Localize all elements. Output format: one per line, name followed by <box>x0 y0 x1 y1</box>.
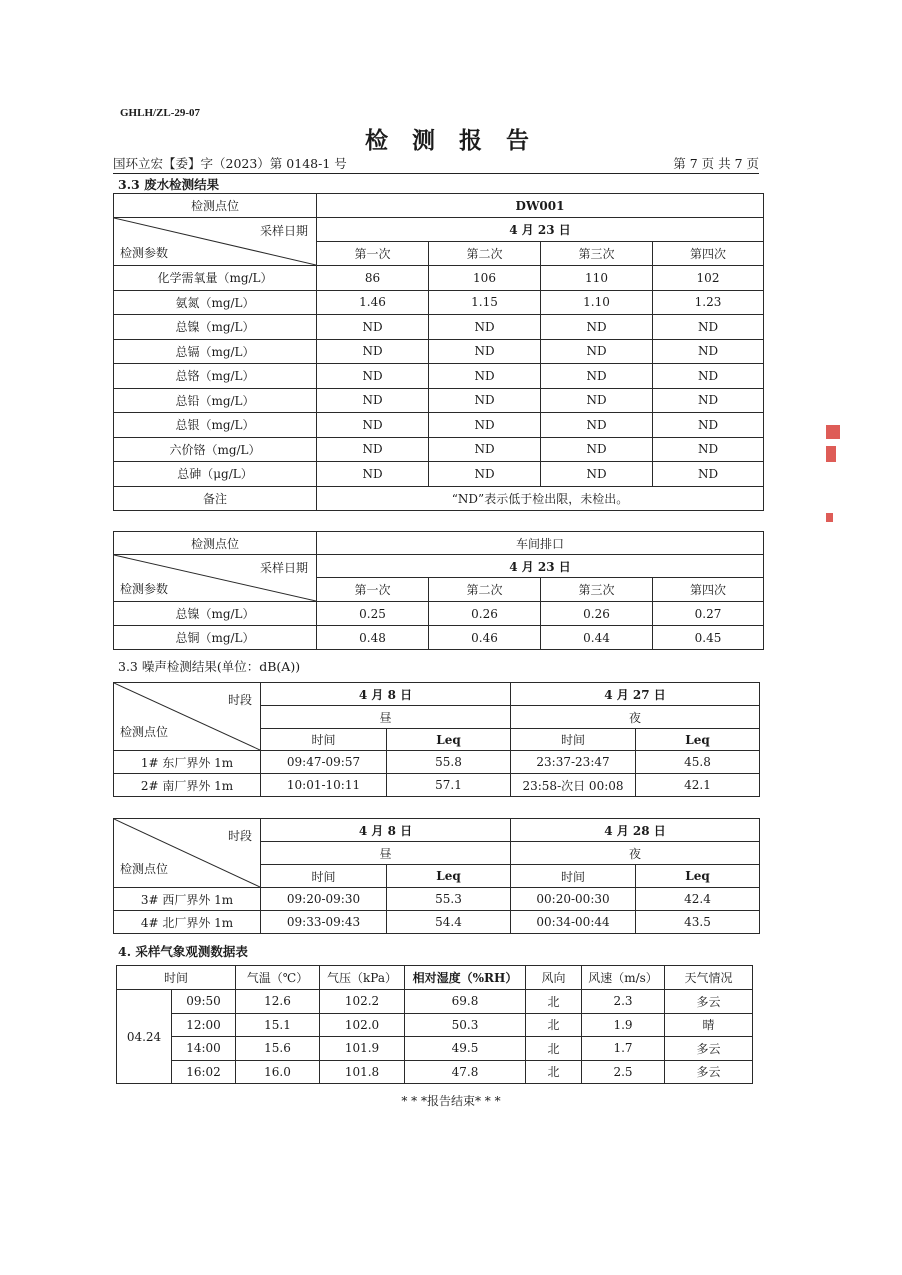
value-cell: ND <box>653 413 764 438</box>
point-label: 检测点位 <box>120 862 169 876</box>
weather-header: 相对湿度（%RH） <box>405 966 526 990</box>
value-cell: ND <box>429 339 541 364</box>
weather-wind-dir: 北 <box>526 1037 582 1061</box>
weather-condition: 多云 <box>665 1060 753 1084</box>
weather-wind-speed: 2.5 <box>582 1060 665 1084</box>
value-cell: ND <box>653 462 764 487</box>
point-label: 检测点位 <box>120 725 169 739</box>
value-cell: ND <box>653 339 764 364</box>
weather-time: 16:02 <box>172 1060 236 1084</box>
period-label: 时段 <box>227 829 252 843</box>
weather-table <box>116 965 753 1084</box>
value-cell: ND <box>541 315 653 340</box>
value-cell: 0.26 <box>541 602 653 626</box>
table-row <box>114 751 760 774</box>
param-name: 总银（mg/L） <box>114 413 317 438</box>
remark-text: “ND”表示低于检出限，未检出。 <box>317 486 764 511</box>
value-cell: 1.15 <box>429 290 541 315</box>
table-row <box>117 1060 753 1084</box>
leq-header: Leq <box>387 729 511 751</box>
diagonal-header-cell <box>114 555 317 602</box>
report-end-marker: * * *报告结束* * * <box>401 1094 501 1108</box>
weather-header: 气压（kPa） <box>320 966 405 990</box>
night-date-cell: 4 月 27 日 <box>511 683 760 706</box>
time-header: 时间 <box>261 729 387 751</box>
weather-condition: 多云 <box>665 990 753 1014</box>
day-label: 昼 <box>261 842 511 865</box>
param-name: 六价铬（mg/L） <box>114 437 317 462</box>
day-time: 09:47-09:57 <box>261 751 387 774</box>
run-header: 第一次 <box>317 242 429 266</box>
day-time: 09:20-09:30 <box>261 888 387 911</box>
diagonal-header-cell <box>114 683 261 751</box>
weather-temp: 12.6 <box>236 990 320 1014</box>
value-cell: 0.26 <box>429 602 541 626</box>
weather-header: 时间 <box>117 966 236 990</box>
param-name: 总铅（mg/L） <box>114 388 317 413</box>
param-name: 总铜（mg/L） <box>114 626 317 650</box>
table-row <box>114 437 764 462</box>
value-cell: ND <box>429 462 541 487</box>
table-row <box>117 1013 753 1037</box>
night-time: 00:34-00:44 <box>511 911 636 934</box>
value-cell: ND <box>317 462 429 487</box>
run-header: 第四次 <box>653 242 764 266</box>
table-row <box>114 388 764 413</box>
night-label: 夜 <box>511 842 760 865</box>
remark-row <box>114 486 764 511</box>
weather-header: 天气情况 <box>665 966 753 990</box>
weather-humidity: 50.3 <box>405 1013 526 1037</box>
value-cell: 0.44 <box>541 626 653 650</box>
value-cell: ND <box>541 437 653 462</box>
value-cell: 1.23 <box>653 290 764 315</box>
day-leq: 55.8 <box>387 751 511 774</box>
day-date-cell: 4 月 8 日 <box>261 819 511 842</box>
weather-time: 12:00 <box>172 1013 236 1037</box>
value-cell: ND <box>653 388 764 413</box>
table-row <box>114 364 764 389</box>
table-row <box>114 774 760 797</box>
weather-header: 风向 <box>526 966 582 990</box>
table-row <box>114 602 764 626</box>
table-row <box>114 266 764 291</box>
table-row <box>117 1037 753 1061</box>
noise-point: 1# 东厂界外 1m <box>114 751 261 774</box>
noise-point: 4# 北厂界外 1m <box>114 911 261 934</box>
point-value-cell: 车间排口 <box>317 532 764 555</box>
day-leq: 54.4 <box>387 911 511 934</box>
table-row <box>114 462 764 487</box>
value-cell: 102 <box>653 266 764 291</box>
value-cell: ND <box>317 315 429 340</box>
table-row <box>114 413 764 438</box>
weather-temp: 15.6 <box>236 1037 320 1061</box>
noise-table-1 <box>113 682 760 797</box>
table-row <box>117 990 753 1014</box>
wastewater-section-title: 3.3 废水检测结果 <box>118 177 220 192</box>
value-cell: ND <box>429 413 541 438</box>
noise-point: 2# 南厂界外 1m <box>114 774 261 797</box>
sampling-date-label: 采样日期 <box>259 224 308 238</box>
day-time: 10:01-10:11 <box>261 774 387 797</box>
param-name: 氨氮（mg/L） <box>114 290 317 315</box>
param-name: 总铬（mg/L） <box>114 364 317 389</box>
weather-wind-dir: 北 <box>526 1013 582 1037</box>
weather-humidity: 69.8 <box>405 990 526 1014</box>
time-header: 时间 <box>511 729 636 751</box>
seal-fragment <box>826 446 836 462</box>
weather-wind-speed: 1.7 <box>582 1037 665 1061</box>
param-name: 化学需氧量（mg/L） <box>114 266 317 291</box>
value-cell: 86 <box>317 266 429 291</box>
time-header: 时间 <box>511 865 636 888</box>
weather-condition: 晴 <box>665 1013 753 1037</box>
value-cell: 1.10 <box>541 290 653 315</box>
workshop-outlet-table <box>113 531 764 650</box>
weather-temp: 15.1 <box>236 1013 320 1037</box>
value-cell: 0.48 <box>317 626 429 650</box>
value-cell: 0.25 <box>317 602 429 626</box>
value-cell: ND <box>541 413 653 438</box>
value-cell: ND <box>541 339 653 364</box>
noise-section-title: 3.3 噪声检测结果(单位：dB(A)) <box>118 659 301 674</box>
night-leq: 42.1 <box>636 774 760 797</box>
table-row <box>114 626 764 650</box>
value-cell: 1.46 <box>317 290 429 315</box>
weather-wind-dir: 北 <box>526 990 582 1014</box>
value-cell: ND <box>541 388 653 413</box>
weather-wind-dir: 北 <box>526 1060 582 1084</box>
value-cell: ND <box>653 364 764 389</box>
value-cell: 0.45 <box>653 626 764 650</box>
value-cell: 0.46 <box>429 626 541 650</box>
weather-pressure: 101.9 <box>320 1037 405 1061</box>
night-time: 23:58-次日 00:08 <box>511 774 636 797</box>
weather-time: 14:00 <box>172 1037 236 1061</box>
document-code: GHLH/ZL-29-07 <box>120 107 201 119</box>
table-row <box>114 290 764 315</box>
point-label-cell: 检测点位 <box>114 532 317 555</box>
report-title: 检 测 报 告 <box>364 127 538 154</box>
weather-section-title: 4. 采样气象观测数据表 <box>118 944 248 959</box>
value-cell: ND <box>429 315 541 340</box>
weather-pressure: 102.0 <box>320 1013 405 1037</box>
run-header: 第四次 <box>653 578 764 602</box>
noise-table-2 <box>113 818 760 934</box>
table-row <box>114 911 760 934</box>
page-info: 第 7 页 共 7 页 <box>673 156 759 171</box>
table-row <box>114 315 764 340</box>
remark-label: 备注 <box>114 486 317 511</box>
run-header: 第二次 <box>429 578 541 602</box>
point-label-cell: 检测点位 <box>114 194 317 218</box>
period-label: 时段 <box>227 693 252 707</box>
day-date-cell: 4 月 8 日 <box>261 683 511 706</box>
seal-fragment <box>826 513 833 522</box>
wastewater-table <box>113 193 764 511</box>
night-leq: 42.4 <box>636 888 760 911</box>
leq-header: Leq <box>636 865 760 888</box>
weather-humidity: 47.8 <box>405 1060 526 1084</box>
leq-header: Leq <box>387 865 511 888</box>
value-cell: ND <box>317 388 429 413</box>
weather-wind-speed: 1.9 <box>582 1013 665 1037</box>
night-label: 夜 <box>511 706 760 729</box>
sampling-date-cell: 4 月 23 日 <box>317 218 764 242</box>
sampling-date-label: 采样日期 <box>259 561 308 575</box>
table-row <box>114 339 764 364</box>
param-label: 检测参数 <box>120 582 169 596</box>
noise-point: 3# 西厂界外 1m <box>114 888 261 911</box>
value-cell: ND <box>653 315 764 340</box>
night-leq: 45.8 <box>636 751 760 774</box>
time-header: 时间 <box>261 865 387 888</box>
weather-wind-speed: 2.3 <box>582 990 665 1014</box>
night-date-cell: 4 月 28 日 <box>511 819 760 842</box>
value-cell: ND <box>429 437 541 462</box>
table-row <box>114 888 760 911</box>
value-cell: 110 <box>541 266 653 291</box>
value-cell: ND <box>541 462 653 487</box>
run-header: 第二次 <box>429 242 541 266</box>
diagonal-header-cell <box>114 819 261 888</box>
day-time: 09:33-09:43 <box>261 911 387 934</box>
value-cell: ND <box>429 364 541 389</box>
weather-time: 09:50 <box>172 990 236 1014</box>
run-header: 第三次 <box>541 578 653 602</box>
report-number: 国环立宏【委】字（2023）第 0148-1 号 <box>113 156 347 171</box>
weather-header: 风速（m/s） <box>582 966 665 990</box>
weather-humidity: 49.5 <box>405 1037 526 1061</box>
day-leq: 55.3 <box>387 888 511 911</box>
value-cell: ND <box>541 364 653 389</box>
day-leq: 57.1 <box>387 774 511 797</box>
weather-condition: 多云 <box>665 1037 753 1061</box>
weather-header: 气温（℃） <box>236 966 320 990</box>
value-cell: ND <box>429 388 541 413</box>
weather-date: 04.24 <box>117 990 172 1084</box>
sampling-date-cell: 4 月 23 日 <box>317 555 764 578</box>
value-cell: ND <box>653 437 764 462</box>
value-cell: ND <box>317 339 429 364</box>
value-cell: 0.27 <box>653 602 764 626</box>
param-name: 总镍（mg/L） <box>114 315 317 340</box>
seal-fragment <box>826 425 840 439</box>
weather-pressure: 102.2 <box>320 990 405 1014</box>
param-name: 总镉（mg/L） <box>114 339 317 364</box>
param-label: 检测参数 <box>120 246 169 260</box>
value-cell: 106 <box>429 266 541 291</box>
run-header: 第三次 <box>541 242 653 266</box>
value-cell: ND <box>317 437 429 462</box>
param-name: 总砷（μg/L） <box>114 462 317 487</box>
report-header-line <box>113 154 759 174</box>
day-label: 昼 <box>261 706 511 729</box>
diagonal-header-cell <box>114 218 317 266</box>
night-leq: 43.5 <box>636 911 760 934</box>
weather-temp: 16.0 <box>236 1060 320 1084</box>
param-name: 总镍（mg/L） <box>114 602 317 626</box>
value-cell: ND <box>317 413 429 438</box>
leq-header: Leq <box>636 729 760 751</box>
night-time: 23:37-23:47 <box>511 751 636 774</box>
night-time: 00:20-00:30 <box>511 888 636 911</box>
run-header: 第一次 <box>317 578 429 602</box>
weather-pressure: 101.8 <box>320 1060 405 1084</box>
value-cell: ND <box>317 364 429 389</box>
point-value-cell: DW001 <box>317 194 764 218</box>
